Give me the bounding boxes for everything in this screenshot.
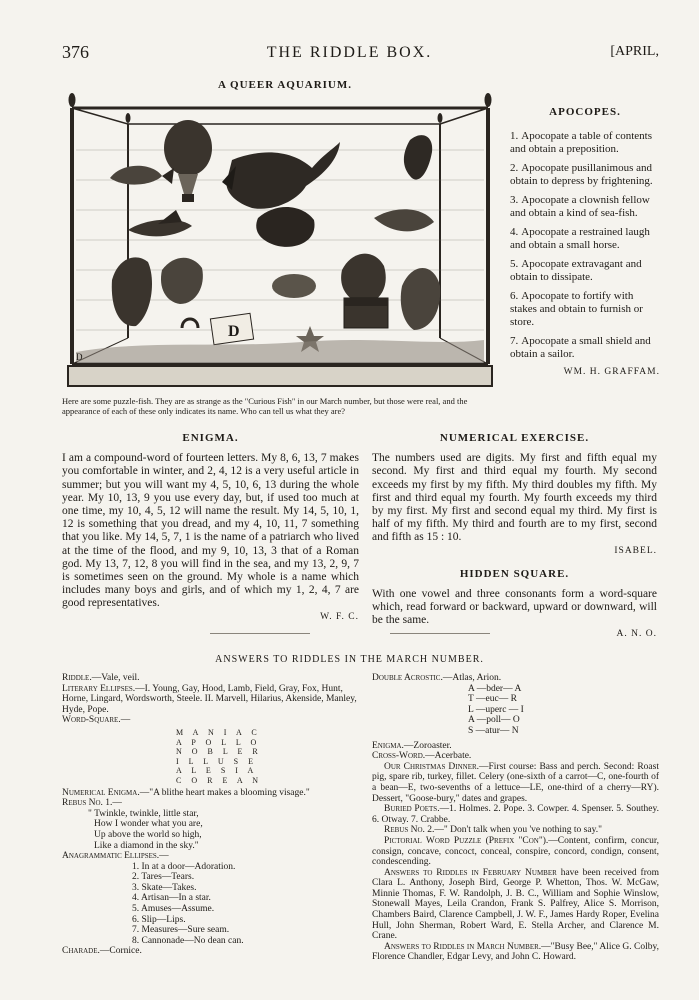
rebus-poem <box>88 809 362 851</box>
word-square-row: M A N I A C <box>176 727 261 737</box>
answer-label: Rebus No. 2. <box>384 825 435 836</box>
acrostic-row: S —atur— N <box>468 725 519 736</box>
anagram-item: 3. Skate—Takes. <box>132 882 197 893</box>
poem-line: How I wonder what you are, <box>94 819 203 830</box>
apocope-item: 3. Apocopate a clownish fellow and obtain a kind of sea-fish. <box>510 194 650 219</box>
apocope-item: 6. Apocopate to fortify with stakes and obtain to furnish or store. <box>510 290 643 328</box>
acrostic-grid <box>468 684 659 737</box>
answer-text: —Acerbate. <box>425 751 472 762</box>
divider-rule <box>210 633 310 634</box>
apocopes-title: APOCOPES. <box>549 106 621 118</box>
anagram-item: 8. Cannonade—No dean can. <box>132 935 244 946</box>
anagram-list <box>132 862 362 947</box>
answer-label: Literary Ellipses. <box>62 683 136 694</box>
answer-label: Answers to Riddles in March Number. <box>384 941 542 952</box>
enigma-author: W. F. C. <box>320 611 359 622</box>
answer-label: Numerical Enigma. <box>62 787 140 798</box>
acrostic-row: T —euc— R <box>468 694 517 705</box>
answer-label: Rebus No. 1. <box>62 798 113 809</box>
anagram-item: 6. Slip—Lips. <box>132 914 186 925</box>
answer-text: —Cornice. <box>99 946 142 957</box>
answer-text: —" Don't talk when you 've nothing to say." <box>434 825 602 836</box>
answer-text: —"Busy Bee," Alice G. Colby, Florence Chandler, Edgar Levy, and John C. Howard. <box>372 941 660 963</box>
numerical-exercise-text: The numbers used are digits. My first and fifth equal my second. My first and third equal my fourth. My second exceeds my first by my fifth. My third doubles my fifth. My first and third equal my fourth. My fourth exceeds my third by my first. My first and second equal my third. My first is half of my fifth. My third and fourth are to my first, second and fifth as 15 : 10. <box>372 452 657 544</box>
acrostic-row: A —poll— O <box>468 715 520 726</box>
acrostic-row: A —bder— A <box>468 683 522 694</box>
answer-label: Riddle. <box>62 673 92 683</box>
anagram-item: 7. Measures—Sure seam. <box>132 925 230 936</box>
right-column <box>372 432 657 641</box>
answer-text: — <box>112 798 122 809</box>
apocopes-section <box>510 106 660 377</box>
answer-text: —I. Young, Gay, Hood, Lamb, Field, Gray, Fox, Hunt, Horne, Lingard, Wordsworth, Steele. II. Marvell, Hilarius, Akenside, Manley, Hyde, Pope. <box>62 683 357 715</box>
answer-label: Our Christmas Dinner. <box>384 761 480 772</box>
answer-label: Answers to Riddles in February Number <box>384 867 557 878</box>
hidden-square-author: A. N. O. <box>616 628 657 639</box>
enigma-section <box>62 432 359 624</box>
page-number: 376 <box>62 42 89 62</box>
apocopes-author: WM. H. GRAFFAM. <box>563 367 660 377</box>
anagram-item: 1. In at a door—Adoration. <box>132 861 236 872</box>
poem-line: Up above the world so high, <box>94 829 202 840</box>
poem-line: Like a diamond in the sky." <box>94 840 199 851</box>
answer-text: —Zoroaster. <box>403 740 452 751</box>
numerical-exercise-title: NUMERICAL EXERCISE. <box>439 432 590 444</box>
answers-left-column <box>62 673 362 957</box>
answer-text: —First course: Bass and perch. Second: Roast pig, spare rib, turkey, fillet. Celery (one-sixth of a carrot—C, one-fourth of a bean—E, two-sevenths of a lettuce—LE, one-third of a cherry—RY). Dessert, "Goose-bury," dates and grapes. <box>372 761 659 804</box>
answer-text: — <box>159 851 169 862</box>
answer-label: Enigma. <box>372 740 404 751</box>
answer-text: —Vale, veil. <box>91 673 140 683</box>
aquarium-title: A QUEER AQUARIUM. <box>217 79 353 91</box>
answer-label: Charade. <box>62 946 100 957</box>
answer-text: — <box>120 715 131 726</box>
hidden-square-text: With one vowel and three consonants form a word-square which, read forward or backward, upward or downward, will be the same. <box>372 588 657 627</box>
apocope-item: 7. Apocopate a small shield and obtain a sailor. <box>510 335 651 360</box>
apocope-item: 1. Apocopate a table of contents and obtain a preposition. <box>510 130 652 155</box>
answer-text: —1. Holmes. 2. Pope. 3. Cowper. 4. Spenser. 5. Southey. 6. Otway. 7. Crabbe. <box>372 804 659 825</box>
enigma-text: I am a compound-word of fourteen letters. My 8, 6, 13, 7 makes you comfortable in winter, and 2, 4, 12 is a very useful article in summer; but you will want my 4, 5, 10, 6, 13 during the whole year. My 10, 13, 9 you use every day, but, if used too much at one time, my 10, 4, 5, 12 will name the result. My 14, 5, 10, 1, 12 is something that you dread, and my 4, 10, 11, 7 something that you like. My 14, 5, 7, 1 is the name of a patriarch who lived at the time of the flood, and my 9, 10, 13, 3 that of a Roman god. My 13, 7, 12, 8 you will find in the sea, and my 13, 2, 9, 7 is sometimes seen on the ground. My whole is a name which includes many boys and girls, and of which my 1, 2, 4, 7 are good representatives. <box>62 452 359 610</box>
issue-month: [APRIL, <box>610 44 659 59</box>
divider-rule <box>390 633 490 634</box>
engraver-signature: D <box>76 352 83 362</box>
word-square-row: N O B L E R <box>176 747 262 757</box>
answer-label: Anagrammatic Ellipses. <box>62 851 160 862</box>
answer-label: Cross-Word. <box>372 751 426 762</box>
answer-label: Buried Poets. <box>384 804 440 815</box>
apocope-item: 2. Apocopate pusillanimous and obtain to depress by frightening. <box>510 162 653 187</box>
answer-text: —"A blithe heart makes a blooming visage." <box>139 787 310 798</box>
aquarium-engraving <box>62 90 498 390</box>
anagram-item: 5. Amuses—Assume. <box>132 904 215 915</box>
poem-line: " Twinkle, twinkle, little star, <box>88 808 199 819</box>
aquarium-caption: Here are some puzzle-fish. They are as strange as the "Curious Fish" in our March number, but those were real, and the appearance of each of these only indicates its name. Who can tell us what they are? <box>62 396 468 416</box>
running-head: THE RIDDLE BOX. <box>266 44 433 61</box>
hidden-square-title: HIDDEN SQUARE. <box>459 567 570 580</box>
answer-label: Double Acrostic. <box>372 673 443 683</box>
answer-text: have been received from Clara L. Anthony, Joseph Bird, George P. Whetton, Thos. W. McGaw, Minnie Thomas, F. W. Randolph, J. B. C., William and Sophie Winslow, Stonewall Mayes, Leila Crandon, Frank S. Palfrey, Alice S. Morrison, Chambers Baird, Clarence Campbell, J. W. F., James Hardy Roper, Evelina Hull, John Sherman, Robert Ward, E. Stella Archer, and Clarence M. Crane. <box>372 867 659 942</box>
acrostic-row: L —uperc — I <box>468 704 524 715</box>
word-square-grid <box>176 728 362 786</box>
answer-text: —Atlas, Arion. <box>442 673 502 683</box>
svg-text:D: D <box>228 323 240 340</box>
apocope-item: 4. Apocopate a restrained laugh and obtain a small horse. <box>510 226 650 251</box>
word-square-row: A L E S I A <box>176 766 258 776</box>
word-square-row: C O R E A N <box>176 775 263 785</box>
enigma-title: ENIGMA. <box>182 432 239 444</box>
apocopes-list <box>510 130 660 361</box>
answer-text: —Content, confirm, concur, consign, concave, concoct, conceal, conspire, concord, condign, consent, condescending. <box>372 835 659 868</box>
word-square-row: I L L U S E <box>176 756 257 766</box>
anagram-item: 4. Artisan—In a star. <box>132 893 211 904</box>
answer-label: Pictorial Word Puzzle (Prefix "Con"). <box>384 835 549 846</box>
apocope-item: 5. Apocopate extravagant and obtain to dissipate. <box>510 258 642 283</box>
anagram-item: 2. Tares—Tears. <box>132 872 195 883</box>
numerical-exercise-author: ISABEL. <box>614 545 657 556</box>
word-square-row: A P O L L O <box>176 737 261 747</box>
answer-label: Word-Square. <box>62 715 121 726</box>
answers-right-column <box>372 673 659 963</box>
answers-title: ANSWERS TO RIDDLES IN THE MARCH NUMBER. <box>215 654 484 665</box>
